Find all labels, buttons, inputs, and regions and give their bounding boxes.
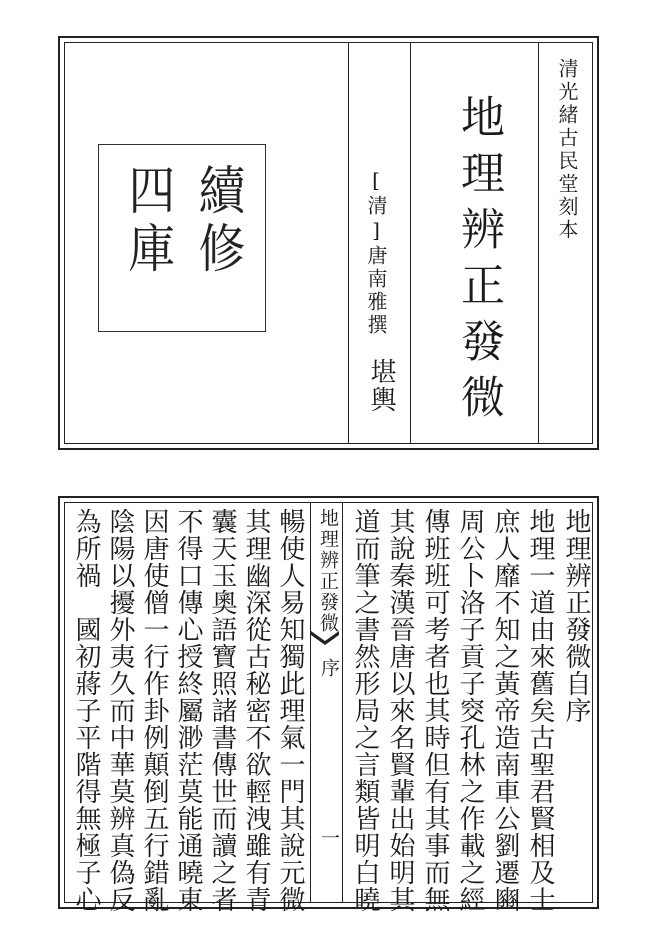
text-column: 囊天玉奧語寶照諸書傳世而讀之者 (207, 508, 237, 913)
title-page-frame (58, 36, 599, 450)
text-column: 為所禍 國初蔣子平階得無極子心 (71, 508, 101, 913)
seal-text-right-column: 續修 (190, 163, 244, 279)
text-column: 庶人靡不知之黃帝造南車公劉遷豳 (490, 508, 520, 913)
text-column: 周公卜洛子貢子窔孔林之作載之經 (455, 508, 485, 913)
center-column-section: 序 (318, 658, 340, 677)
edition-note: 清光緒古民堂刻本 (555, 58, 579, 242)
preface-heading: 地理辨正發微自序 (561, 508, 591, 724)
collection-seal-box (98, 144, 266, 332)
text-column: 因唐使僧一行作卦例顛倒五行錯亂 (139, 508, 169, 913)
text-column: 其理幽深從古秘密不欲輕洩雖有青 (241, 508, 271, 913)
preface-page-frame (58, 496, 599, 913)
column-rule (538, 42, 539, 444)
book-title: 地理辨正發微 (453, 94, 504, 430)
text-column: 傳班班可考者也其時但有其事而無 (420, 508, 450, 913)
fold-column-rule (310, 502, 311, 903)
category-label: 堪輿 (366, 358, 396, 414)
text-column: 地理一道由來舊矣古聖君賢相及士 (525, 508, 555, 913)
text-column: 道而筆之書然形局之言類皆明白曉 (350, 508, 380, 913)
author-line: [清]唐南雅撰 (364, 168, 388, 337)
center-column-page-number: 一 (318, 828, 340, 847)
text-column: 陰陽以擾外夷久而中華莫辨真偽反 (105, 508, 135, 913)
center-column-title: 地理辨正發微 (317, 508, 339, 634)
column-rule (410, 42, 411, 444)
text-column: 暢使人易知獨此理氣一門其說元微 (275, 508, 305, 913)
text-column: 不得口傳心授終屬渺茫莫能通曉東 (173, 508, 203, 913)
column-rule (348, 42, 349, 444)
text-column: 其說秦漢晉唐以來名賢輩出始明其 (385, 508, 415, 913)
seal-text-left-column: 四庫 (120, 163, 174, 279)
